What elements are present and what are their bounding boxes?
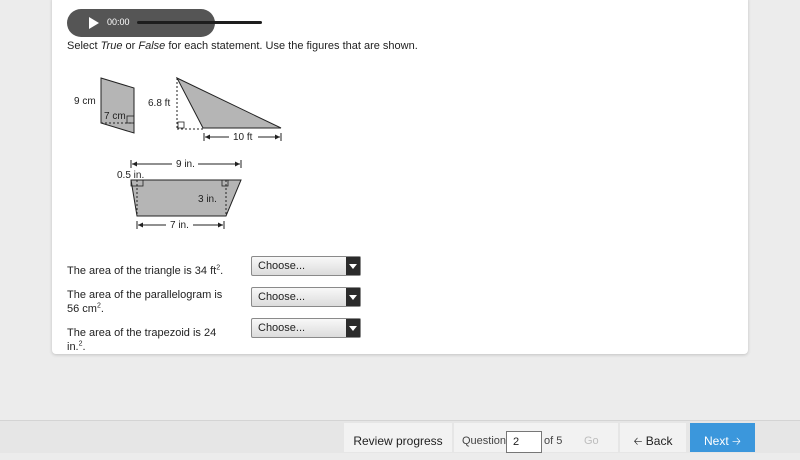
statement-end: .: [100, 303, 104, 315]
trapezoid-figure: [117, 159, 241, 231]
trapezoid-side-label: 0.5 in.: [117, 170, 145, 181]
statement-end: .: [82, 341, 86, 353]
next-label: Next: [704, 434, 729, 448]
instructions-suffix: for each statement. Use the figures that are shown.: [165, 40, 418, 52]
arrow-left-icon: 🡠: [633, 436, 643, 448]
audio-time: 00:00: [107, 17, 130, 27]
question-total: of 5: [544, 435, 563, 447]
trapezoid-top-label: 9 in.: [176, 159, 195, 170]
chevron-down-icon[interactable]: [346, 288, 360, 306]
statement-sup: 2: [96, 302, 101, 310]
instructions-true: True: [100, 40, 123, 52]
question-number-input[interactable]: 2: [506, 431, 542, 453]
statement-text: The area of the triangle is 34 ft: [67, 265, 217, 277]
question-navigator: [454, 423, 618, 452]
parallelogram-height-label: 9 cm: [74, 96, 96, 107]
trapezoid-answer-select[interactable]: [251, 318, 361, 338]
parallelogram-answer-select[interactable]: [251, 287, 361, 307]
go-button[interactable]: Go: [584, 435, 599, 447]
statement-sup: 2: [216, 264, 221, 272]
instructions-middle: or: [122, 40, 139, 52]
chevron-down-icon[interactable]: [346, 257, 360, 275]
triangle-figure: [148, 78, 281, 143]
statement-sup: 2: [78, 340, 83, 348]
instructions-prefix: Select: [67, 40, 101, 52]
question-label: Question: [462, 435, 507, 447]
statement-text: The area of the trapezoid is 24 in.: [67, 327, 217, 353]
chevron-down-icon[interactable]: [346, 319, 360, 337]
statement-text: The area of the parallelogram is 56 cm: [67, 289, 223, 315]
review-progress-button[interactable]: Review progress: [344, 423, 452, 452]
triangle-height-label: 6.8 ft: [148, 98, 171, 109]
statement-trapezoid: [67, 326, 237, 354]
statement-parallelogram: [67, 288, 237, 316]
trapezoid-height-label: 3 in.: [198, 194, 217, 205]
select-value: Choose...: [258, 260, 306, 272]
instructions-false: False: [138, 40, 166, 52]
triangle-base-label: 10 ft: [233, 132, 253, 143]
arrow-right-icon: 🡢: [732, 436, 741, 448]
select-value: Choose...: [258, 322, 306, 334]
back-label: Back: [645, 434, 673, 448]
trapezoid-bottom-label: 7 in.: [170, 220, 189, 231]
statement-end: .: [220, 265, 224, 277]
back-button[interactable]: [620, 423, 686, 452]
next-button[interactable]: [690, 423, 755, 452]
triangle-answer-select[interactable]: [251, 256, 361, 276]
statement-triangle: [67, 264, 237, 278]
parallelogram-base-label: 7 cm: [104, 111, 126, 122]
parallelogram-figure: [74, 78, 134, 133]
select-value: Choose...: [258, 291, 306, 303]
